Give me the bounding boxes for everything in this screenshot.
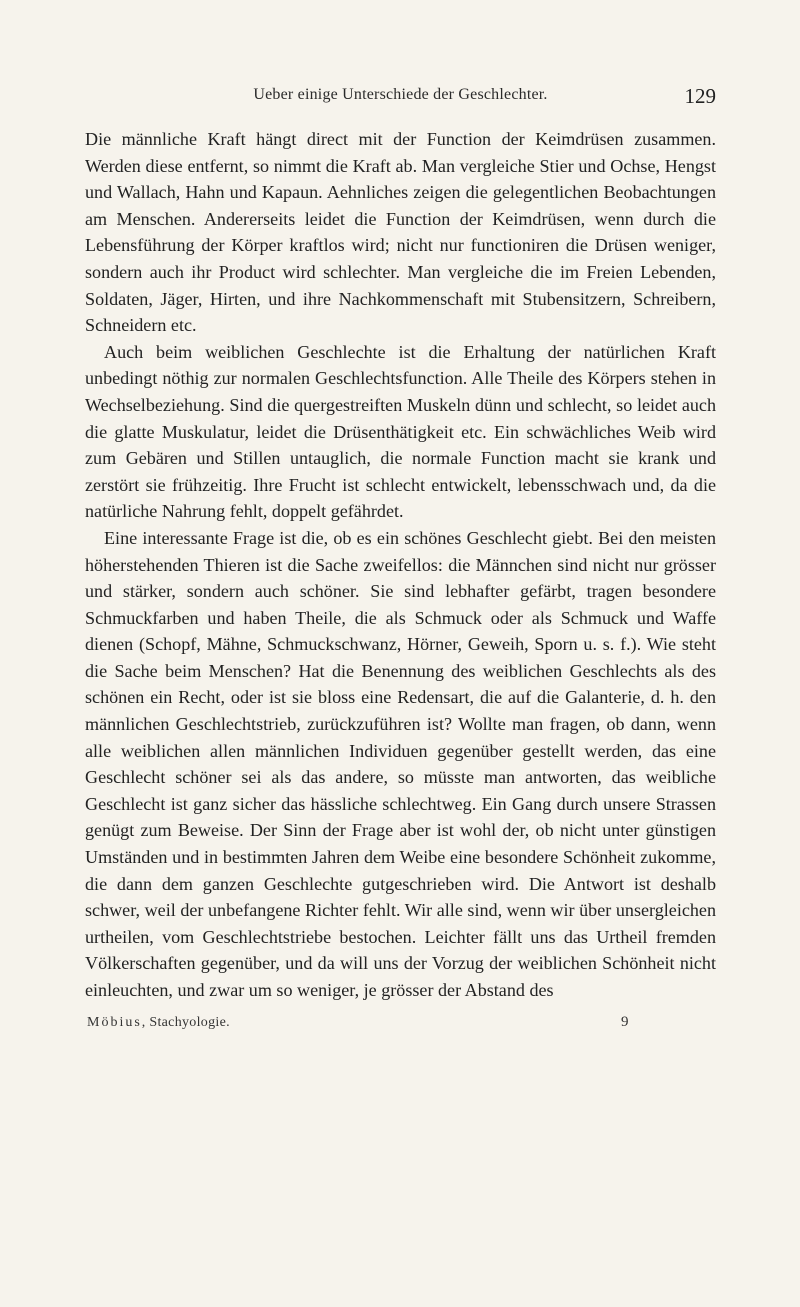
paragraph-keimdruesen: Die männliche Kraft hängt direct mit der Function der Keimdrüsen zusammen. Werden diese entfernt, so nimmt die Kraft ab. Man vergleiche Stier und Ochse, Hengst und Wallach, Hahn und Kapaun. Aehnliches zeigen die gelegentlichen Beobachtungen am Menschen. Andererseits leidet die Function der Keimdrüsen, wenn durch die Lebensführung der Körper kraftlos wird; nicht nur functioniren die Drüsen weniger, sondern auch ihr Product wird schlechter. Man vergleiche die im Freien Lebenden, Soldaten, Jäger, Hirten, und ihre Nachkommenschaft mit Stubensitzern, Schreibern, Schneidern etc. <box>85 129 716 336</box>
body-text <box>85 126 716 1004</box>
sheet-mark: 9 <box>621 1014 629 1030</box>
running-head: Ueber einige Unterschiede der Geschlechter. <box>253 86 548 103</box>
footer-signature <box>87 1015 230 1031</box>
paragraph-weibliches-geschlecht: Auch beim weiblichen Geschlechte ist die Erhaltung der natürlichen Kraft unbedingt nöthig zur normalen Geschlechtsfunction. Alle Theile des Körpers stehen in Wechselbeziehung. Sind die quergestreiften Muskeln dünn und schlecht, so leidet auch die glatte Muskulatur, leidet die Drüsenthätigkeit etc. Ein schwächliches Weib wird zum Gebären und Stillen untauglich, die normale Function macht sie krank und zerstört sie frühzeitig. Ihre Frucht ist schlecht entwickelt, lebensschwach und, da die natürliche Nahrung fehlt, doppelt gefährdet. <box>85 341 716 522</box>
page-footer <box>85 1015 716 1039</box>
paragraph-schoenes-geschlecht: Eine interessante Frage ist die, ob es ein schönes Geschlecht giebt. Bei den meisten höherstehenden Thieren ist die Sache zweifellos: die Männchen sind nicht nur grösser und stärker, sondern auch schöner. Sie sind lebhafter gefärbt, tragen besondere Schmuckfarben und haben Theile, die als Schmuck oder als Schmuck und Waffe dienen (Schopf, Mähne, Schmuckschwanz, Hörner, Geweih, Sporn u. s. f.). Wie steht die Sache beim Menschen? Hat die Benennung des weiblichen Geschlechts als des schönen ein Recht, oder ist sie bloss eine Redensart, die auf die Galanterie, d. h. den männlichen Geschlechtstrieb, zurückzuführen ist? Wollte man fragen, ob dann, wenn alle weiblichen allen männlichen Individuen gegenüber gestellt werden, das eine Geschlecht schöner sei als das andere, so müsste man antworten, das weibliche Geschlecht ist ganz sicher das hässliche schlechtweg. Ein Gang durch unsere Strassen genügt zum Beweise. Der Sinn der Frage aber ist wohl der, ob nicht unter günstigen Umständen und in bestimmten Jahren dem Weibe eine besondere Schönheit zukomme, die dann dem ganzen Geschlechte gutgeschrieben wird. Die Antwort ist deshalb schwer, weil der unbefangene Richter fehlt. Wir alle sind, wenn wir über unsergleichen urtheilen, vom Geschlechtstriebe bestochen. Leichter fällt uns das Urtheil fremden Völkerschaften gegenüber, und da will uns der Vorzug der weiblichen Schönheit nicht einleuchten, und zwar um so weniger, je grösser der Abstand des <box>85 527 716 1000</box>
footer-book-title: , Stachyologie. <box>141 1015 230 1030</box>
page-number: 129 <box>684 84 716 108</box>
footer-author: Möbius <box>87 1015 142 1030</box>
page-header <box>85 86 716 112</box>
